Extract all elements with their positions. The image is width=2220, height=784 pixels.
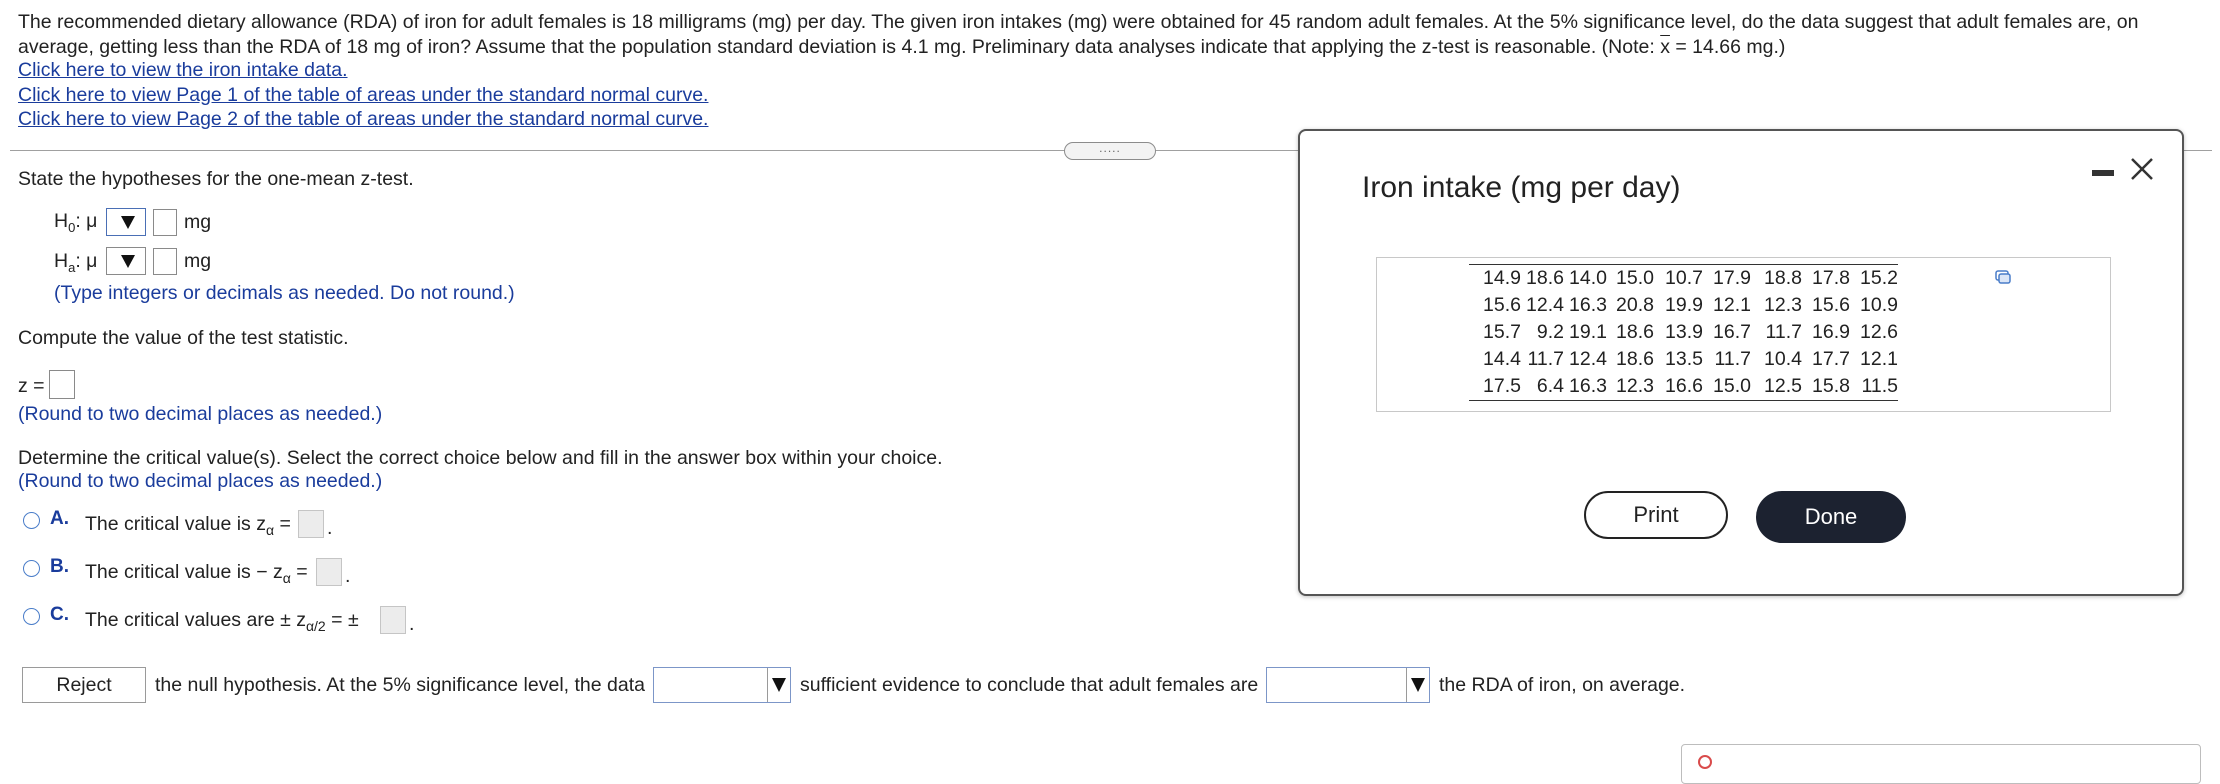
chevron-down-icon xyxy=(1411,678,1425,692)
table-row xyxy=(1469,319,1898,346)
table-row xyxy=(1469,265,1898,293)
table-row xyxy=(1469,346,1898,373)
table-cell: 15.0 xyxy=(1703,373,1751,401)
table-cell: 16.3 xyxy=(1564,373,1607,401)
conclusion-text-2: sufficient evidence to conclude that adult females are xyxy=(800,674,1259,696)
ha-operator-dropdown[interactable] xyxy=(106,247,146,275)
data-table-frame xyxy=(1376,257,2111,412)
table-cell: 11.7 xyxy=(1765,321,1802,343)
done-button[interactable]: Done xyxy=(1756,491,1906,543)
divider-drag-handle[interactable]: ..... xyxy=(1064,142,1156,160)
h0-unit: mg xyxy=(184,211,212,233)
h0-value-input[interactable] xyxy=(153,209,177,236)
reject-dropdown[interactable]: Reject xyxy=(22,667,146,703)
table-cell: 12.4 xyxy=(1526,294,1564,316)
table-cell: 16.3 xyxy=(1569,294,1607,316)
hypotheses-instruction: State the hypotheses for the one-mean z-test. xyxy=(18,168,414,190)
table-cell: 11.5 xyxy=(1850,373,1898,401)
table-row xyxy=(1469,292,1898,319)
option-c-radio[interactable] xyxy=(23,608,40,625)
critical-instruction: Determine the critical value(s). Select the correct choice below and fill in the answer box within your choice. xyxy=(18,447,943,469)
option-c-input[interactable] xyxy=(380,606,406,634)
table-cell: 20.8 xyxy=(1616,294,1654,316)
table-cell: 10.4 xyxy=(1764,348,1802,370)
copy-data-icon[interactable] xyxy=(1995,270,2011,284)
conclusion-text-1: the null hypothesis. At the 5% significance level, the data xyxy=(155,674,645,696)
option-b-input[interactable] xyxy=(316,558,342,586)
table-cell: 16.7 xyxy=(1713,321,1751,343)
z-value-input[interactable] xyxy=(49,370,75,399)
z-label: z = xyxy=(18,375,45,397)
table-page2-link[interactable]: Click here to view Page 2 of the table of areas under the standard normal curve. xyxy=(18,108,709,130)
xbar-symbol: $\overline{x}$ xyxy=(1660,36,1670,58)
table-cell: 15.6 xyxy=(1483,294,1521,316)
table-cell: 6.4 xyxy=(1521,373,1564,401)
option-b-letter: B. xyxy=(50,556,69,577)
chevron-down-icon xyxy=(772,678,786,692)
h0-operator-dropdown[interactable] xyxy=(106,208,146,236)
table-cell: 11.7 xyxy=(1527,348,1564,370)
table-cell: 12.5 xyxy=(1751,373,1802,401)
chevron-down-icon xyxy=(121,216,135,229)
table-cell: 12.4 xyxy=(1569,348,1607,370)
table-cell: 18.6 xyxy=(1521,265,1564,293)
table-cell: 13.9 xyxy=(1665,321,1703,343)
option-a-letter: A. xyxy=(50,508,69,529)
table-cell: 18.8 xyxy=(1751,265,1802,293)
critical-hint: (Round to two decimal places as needed.) xyxy=(18,470,383,492)
table-cell: 10.9 xyxy=(1860,294,1898,316)
table-cell: 10.7 xyxy=(1654,265,1703,293)
table-cell: 18.6 xyxy=(1616,321,1654,343)
conclusion-text-3: the RDA of iron, on average. xyxy=(1439,674,1686,696)
table-row xyxy=(1469,373,1898,401)
table-cell: 12.6 xyxy=(1860,321,1898,343)
table-cell: 14.9 xyxy=(1469,265,1521,293)
option-a-text: The critical value is $z_\alpha$ = xyxy=(85,513,291,538)
table-cell: 12.1 xyxy=(1860,348,1898,370)
table-cell: 18.6 xyxy=(1616,348,1654,370)
table-cell: 16.6 xyxy=(1654,373,1703,401)
table-cell: 12.3 xyxy=(1607,373,1654,401)
table-cell: 11.7 xyxy=(1714,348,1751,370)
minimize-icon[interactable] xyxy=(2092,170,2114,176)
table-page1-link[interactable]: Click here to view Page 1 of the table of areas under the standard normal curve. xyxy=(18,84,709,106)
table-cell: 13.5 xyxy=(1665,348,1703,370)
status-dot-icon xyxy=(1698,755,1712,769)
option-c-letter: C. xyxy=(50,604,69,625)
option-a-input[interactable] xyxy=(298,510,324,538)
ha-value-input[interactable] xyxy=(153,248,177,275)
table-cell: 14.4 xyxy=(1483,348,1521,370)
table-cell: 15.8 xyxy=(1802,373,1850,401)
modal-title: Iron intake (mg per day) xyxy=(1362,171,1681,204)
ha-unit: mg xyxy=(184,250,212,272)
table-cell: 19.9 xyxy=(1665,294,1703,316)
table-cell: 17.9 xyxy=(1703,265,1751,293)
table-cell: 15.0 xyxy=(1607,265,1654,293)
print-button[interactable]: Print xyxy=(1584,491,1728,539)
iron-data-modal xyxy=(1298,129,2184,596)
option-b-text: The critical value is − $z_\alpha$ = xyxy=(85,561,308,586)
evidence-dropdown[interactable] xyxy=(653,667,791,703)
table-cell: 12.1 xyxy=(1713,294,1751,316)
table-cell: 16.9 xyxy=(1812,321,1850,343)
option-c-text: The critical values are ± $z_{\alpha/2}$ = ± xyxy=(85,609,359,634)
h0-label: $H_0$: μ xyxy=(54,210,98,235)
table-cell: 17.8 xyxy=(1802,265,1850,293)
iron-data-table xyxy=(1469,264,1898,401)
chevron-down-icon xyxy=(121,255,135,268)
comparison-dropdown[interactable] xyxy=(1266,667,1430,703)
option-a-radio[interactable] xyxy=(23,512,40,529)
table-cell: 12.3 xyxy=(1764,294,1802,316)
table-cell: 15.6 xyxy=(1812,294,1850,316)
table-cell: 17.5 xyxy=(1469,373,1521,401)
close-icon[interactable] xyxy=(2128,155,2156,183)
question-text-part2: = 14.66 mg.) xyxy=(1669,36,1786,58)
question-text-part1: The recommended dietary allowance (RDA) of iron for adult females is 18 milligrams (mg) per day. The given iron intakes (mg) were obtained for 45 random adult females. At the 5% significance level, do the data suggest that adult females are, on average, getting less than the RDA of 18 mg of iron? Assume that the population standard deviation is 4.1 mg. Preliminary data analyses indicate that applying the z-test is reasonable. (Note: xyxy=(18,11,2139,58)
table-cell: 15.7 xyxy=(1483,321,1521,343)
bottom-panel xyxy=(1681,744,2201,784)
test-statistic-hint: (Round to two decimal places as needed.) xyxy=(18,403,383,425)
iron-data-link[interactable]: Click here to view the iron intake data. xyxy=(18,59,348,81)
hypotheses-hint: (Type integers or decimals as needed. Do not round.) xyxy=(54,282,515,304)
table-cell: 9.2 xyxy=(1536,321,1564,343)
table-cell: 17.7 xyxy=(1812,348,1850,370)
table-cell: 14.0 xyxy=(1564,265,1607,293)
test-statistic-instruction: Compute the value of the test statistic. xyxy=(18,327,349,349)
question-text xyxy=(18,10,2198,60)
ha-label: $H_a$: μ xyxy=(54,250,98,275)
table-cell: 19.1 xyxy=(1569,321,1607,343)
option-b-radio[interactable] xyxy=(23,560,40,577)
table-cell: 15.2 xyxy=(1850,265,1898,293)
